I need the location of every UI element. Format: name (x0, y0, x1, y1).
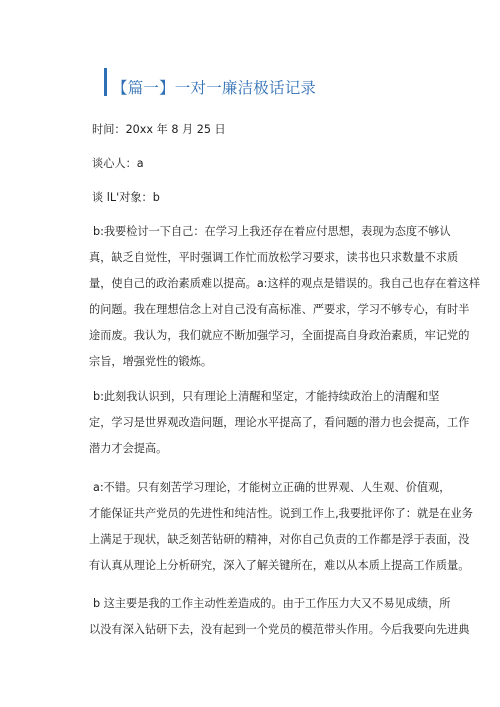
paragraph-line: 量，使自己的政治素质难以提高。a:这样的观点是错误的。我自己也存在着这样 (89, 277, 481, 290)
paragraph-line: b:我要检讨一下自己：在学习上我还存在着应付思想，表现为态度不够认 (93, 225, 451, 238)
paragraph-line: 才能保证共产党员的先进性和纯洁性。说到工作上,我要批评你了：就是在业务 (89, 507, 473, 520)
talker-line: 谈心人：a (92, 157, 144, 170)
paragraph-line: 的问题。我在理想信念上对自己没有高标准、严要求，学习不够专心，有时半 (89, 303, 470, 316)
meeting-time: 时间：20xx 年 8 月 25 日 (92, 123, 226, 136)
paragraph-line: b:此刻我认识到，只有理论上清醒和坚定，才能持续政治上的清醒和坚 (93, 390, 440, 403)
paragraph-line: b 这主要是我的工作主动性差造成的。由于工作压力大又不易见成绩，所 (93, 597, 451, 610)
paragraph-line: 上满足于现状，缺乏刻苦钻研的精神，对你自己负责的工作都是浮于表面，没 (89, 533, 470, 546)
target-line: 谈 lL'对象：b (92, 191, 160, 204)
paragraph-line: 定，学习是世界观改造问题，理论水平提高了，看问题的潜力也会提高，工作 (89, 416, 470, 429)
paragraph-line: 途而废。我认为，我们就应不断加强学习，全面提高自身政治素质，牢记党的 (89, 329, 470, 342)
paragraph-line: 宗旨，增强党性的锻炼。 (89, 355, 213, 368)
paragraph-line: 以没有深入钻研下去，没有起到一个党员的模范带头作用。今后我要向先进典 (89, 623, 470, 636)
paragraph-line: 潜力才会提高。 (89, 442, 168, 455)
document-title: 【篇一】一对一廉洁极话记录 (112, 79, 317, 97)
paragraph-line: 有认真从理论上分析研究，深入了解关键所在，难以从本质上提高工作质量。 (89, 559, 470, 572)
paragraph-line: a:不错。只有刻苦学习理论，才能树立正确的世界观、人生观、价值观， (93, 481, 451, 494)
title-accent-bar (104, 68, 107, 96)
paragraph-line: 真，缺乏自觉性，平时强调工作忙而放松学习要求，读书也只求数量不求质 (89, 251, 459, 264)
